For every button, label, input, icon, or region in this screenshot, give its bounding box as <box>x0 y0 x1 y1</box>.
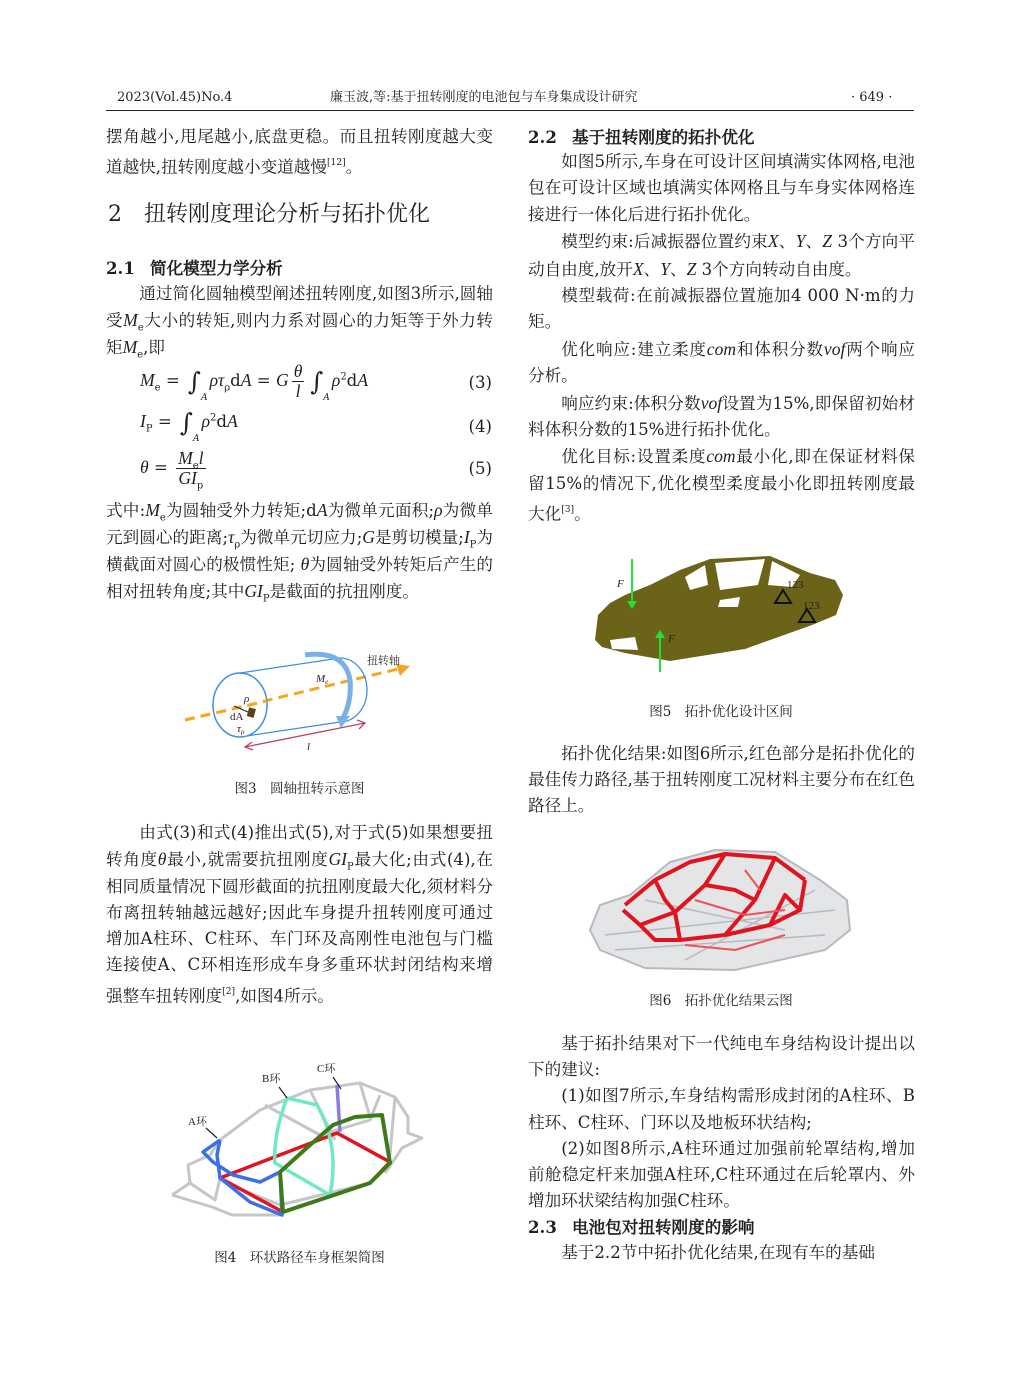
math-variable: A <box>316 500 328 520</box>
math-subscript: P <box>145 423 153 435</box>
text-run: 两个响应分析。 <box>528 339 916 386</box>
equation-body <box>140 408 238 444</box>
text-run: 基于2.2节中拓扑优化结果,在现有车的基础 <box>561 1243 875 1262</box>
text-run: 3个方向转动自由度。 <box>696 259 862 279</box>
math-symbol <box>768 232 779 251</box>
figure-6-topology-result <box>585 840 855 980</box>
text-run: 。 <box>574 504 591 524</box>
math-variable: X <box>767 231 779 252</box>
math-symbol <box>317 501 328 520</box>
subsection-heading-2-1 <box>106 255 283 281</box>
text-run: d <box>346 370 358 390</box>
math-symbol <box>227 412 238 431</box>
text-run: 为微单元到圆心的距离; <box>106 501 494 548</box>
math-subscript: e <box>154 381 161 393</box>
force-label: F <box>617 578 624 590</box>
equation-body <box>140 447 209 491</box>
subsection-title: 基于扭转刚度的拓扑优化 <box>572 127 755 147</box>
constraint-label: 123 <box>803 600 820 612</box>
text-run: = <box>251 370 276 390</box>
math-subscript: P <box>262 593 270 605</box>
figure-3-shaft-torsion <box>170 640 420 760</box>
paragraph-block <box>528 1240 915 1266</box>
integral-sign: ∫ <box>188 366 201 396</box>
text-run: 通过简化圆轴模型阐述扭转刚度,如图3所示,圆轴受 <box>106 284 493 331</box>
math-subscript: p <box>196 479 204 491</box>
math-variable: τ <box>228 527 235 548</box>
paragraph-optimization-objective <box>528 443 915 528</box>
math-symbol <box>463 527 477 551</box>
text-run: (1)如图7所示,车身结构需形成封闭的A柱环、B柱环、C柱环、门环以及地板环状结构; <box>528 1086 915 1132</box>
math-symbol <box>202 412 217 431</box>
text-run: 为圆轴受外力转矩;d <box>165 501 317 520</box>
paragraph <box>106 497 493 605</box>
math-symbol <box>294 362 303 381</box>
math-subscript: e <box>192 459 199 471</box>
math-symbol <box>796 232 806 251</box>
header-rule <box>106 110 914 111</box>
math-subscript: e <box>159 512 166 524</box>
text-run: 为圆轴受外转矩后产生的相对扭转角度;其中 <box>106 555 494 602</box>
math-symbol <box>707 340 736 359</box>
section-heading-2 <box>108 200 430 230</box>
subsection-number: 2.1 <box>106 258 135 278</box>
text-run: 设置为15%,即保留初始材料体积分数的15%进行拓扑优化。 <box>528 393 915 440</box>
math-symbol <box>362 528 375 547</box>
text-run: ,如图4所示。 <box>235 986 334 1006</box>
math-variable: GI <box>244 581 263 602</box>
math-variable: X <box>632 258 644 279</box>
force-label: F <box>668 633 675 645</box>
math-variable: com <box>706 446 736 467</box>
math-variable: GI <box>178 467 197 488</box>
math-symbol <box>140 411 153 435</box>
fraction-denominator <box>178 467 204 491</box>
integral-sign: ∫ <box>180 408 193 437</box>
subsection-title: 电池包对扭转刚度的影响 <box>572 1217 755 1237</box>
text-run: 为微单元面积; <box>327 501 435 520</box>
text-run: 如图5所示,车身在可设计区间填满实体网格,电池包在可设计区域也填满实体网格且与车身实体网格连接进行一体化后进行拓扑优化。 <box>528 152 915 224</box>
paragraph-block <box>106 281 493 361</box>
section-number: 2 <box>108 202 122 227</box>
c-ring-label: C环 <box>317 1063 336 1075</box>
math-variable: GI <box>328 849 347 870</box>
section-title: 扭转刚度理论分析与拓扑优化 <box>144 202 431 227</box>
translucent-body <box>590 850 850 970</box>
paragraph-block <box>528 1031 915 1214</box>
math-variable: M <box>145 500 160 520</box>
text-run: 、 <box>669 259 687 279</box>
b-ring-pointer <box>279 1087 287 1098</box>
citation-ref: [12] <box>327 158 346 169</box>
paragraph-block <box>106 497 493 605</box>
paragraph <box>528 149 915 228</box>
paragraph-optimization-response <box>528 336 915 390</box>
text-run: 大小的转矩,则内力系对圆心的力矩等于外力转矩 <box>106 311 493 358</box>
math-symbol <box>706 447 735 466</box>
figure-4-caption: 图4 环状路径车身框架简图 <box>214 1250 385 1266</box>
subsection-number: 2.2 <box>528 127 557 147</box>
text-run: 和体积分数 <box>736 339 824 359</box>
paragraph <box>528 741 915 819</box>
equation-number: (3) <box>468 372 492 392</box>
math-variable: ρ <box>331 369 341 390</box>
text-run: ,即 <box>143 338 166 358</box>
math-variable: ρτ <box>209 369 225 390</box>
equation-5 <box>140 447 492 491</box>
page-number: · 649 · <box>851 90 893 105</box>
tau-label: τρ <box>237 723 245 736</box>
math-symbol <box>633 260 644 279</box>
fraction-numerator <box>292 362 305 382</box>
math-variable: I <box>463 527 470 548</box>
integral-domain: A <box>200 392 208 403</box>
math-symbol <box>357 371 368 390</box>
text-run: = <box>152 412 178 431</box>
math-symbol <box>824 340 845 359</box>
constraint-label: 123 <box>787 579 804 591</box>
math-variable: M <box>178 447 193 468</box>
math-variable: θ <box>293 360 303 381</box>
fraction <box>176 447 205 491</box>
subsection-number: 2.3 <box>528 1217 557 1237</box>
math-superscript: 2 <box>210 412 217 424</box>
integral-domain: A <box>192 434 200 444</box>
math-symbol <box>140 369 161 393</box>
math-subscript: ρ <box>234 539 241 551</box>
paragraph <box>528 1031 915 1083</box>
math-variable: A <box>240 369 252 390</box>
paragraph-model-constraint <box>528 228 915 283</box>
text-run: 最大化;由式(4),在相同质量情况下圆形截面的抗扭刚度最大化,须材料分布离扭转轴越远越好;因此车身提升扭转刚度可通过增加A柱环、C柱环、车门环及高刚性电池包与门槛连接使A、C环相连形成车身多重环状封闭结构来增强整车扭转刚度 <box>106 850 493 1006</box>
subsection-heading-2-3 <box>528 1214 755 1240</box>
equation-body <box>140 362 368 403</box>
text-run: 摆角越小,甩尾越小,底盘更稳。而且扭转刚度越大变道越快,扭转刚度越小变道越慢 <box>106 127 493 177</box>
length-label: l <box>307 741 311 753</box>
math-symbol <box>178 467 204 491</box>
math-symbol <box>140 458 149 477</box>
paragraph <box>106 281 493 361</box>
math-variable: ρ <box>201 411 211 431</box>
text-run: = <box>160 370 185 390</box>
text-run: 拓扑优化结果:如图6所示,红色部分是拓扑优化的最佳传力路径,基于扭转刚度工况材料主要分布在红色路径上。 <box>528 744 915 815</box>
math-variable: Z <box>686 258 697 279</box>
math-variable: Z <box>822 231 833 252</box>
equation-4 <box>140 406 492 446</box>
equation-number: (5) <box>468 458 492 478</box>
text-run: 式中: <box>106 501 146 520</box>
math-symbol <box>145 500 166 524</box>
math-variable: vof <box>823 338 846 359</box>
math-subscript: e <box>137 349 144 361</box>
math-variable: ρ <box>434 500 443 520</box>
paragraph <box>106 820 493 1009</box>
math-variable: A <box>226 411 238 431</box>
math-symbol <box>296 382 301 401</box>
math-variable: I <box>140 411 146 431</box>
math-symbol <box>122 337 144 361</box>
text-run: 模型约束:后减振器位置约束 <box>561 232 768 252</box>
math-subscript: P <box>469 539 477 551</box>
text-run: 、 <box>778 232 796 252</box>
math-variable: M <box>123 310 138 331</box>
figure-5-design-space <box>580 545 860 675</box>
paragraph-block <box>528 149 915 528</box>
paragraph-block <box>106 820 493 1009</box>
figure-6-caption: 图6 拓扑优化结果云图 <box>649 993 793 1009</box>
equation-number: (4) <box>468 416 492 436</box>
math-symbol <box>123 310 144 334</box>
math-variable: G <box>275 369 289 390</box>
math-variable: θ <box>157 849 167 870</box>
text-run: 、 <box>805 232 823 252</box>
paragraph-continued <box>106 124 493 180</box>
math-symbol <box>434 501 442 520</box>
text-run: 由式(3)和式(4)推出式(5),对于式(5)如果想要扭转角度 <box>106 823 493 870</box>
axis-label: 扭转轴 <box>367 654 400 667</box>
figure-3-caption: 图3 圆轴扭转示意图 <box>234 781 365 797</box>
math-variable: M <box>122 337 138 358</box>
math-variable: Y <box>795 231 806 252</box>
paragraph <box>106 124 493 180</box>
a-ring-label: A环 <box>188 1116 207 1128</box>
paragraph-model-load <box>528 283 915 336</box>
a-ring-pointer <box>206 1128 217 1138</box>
running-title: 廉玉波,等:基于扭转刚度的电池包与车身集成设计研究 <box>330 90 638 105</box>
math-superscript: 2 <box>340 370 347 382</box>
math-subscript: ρ <box>224 381 231 393</box>
math-symbol <box>228 527 241 551</box>
text-run: d <box>216 412 227 431</box>
math-variable: θ <box>140 456 149 477</box>
text-run: 基于拓扑结果对下一代纯电车身结构设计提出以下的建议: <box>528 1034 915 1080</box>
text-run: 为微单元切应力; <box>240 528 363 548</box>
equation-3 <box>140 362 492 402</box>
text-run: 3个方向平动自由度,放开 <box>528 232 916 279</box>
paragraph <box>528 1240 915 1266</box>
paragraph-block <box>528 741 915 819</box>
integral-domain: A <box>323 392 330 403</box>
math-variable: l <box>198 447 204 468</box>
text-run: 是剪切模量; <box>375 528 464 548</box>
math-symbol <box>209 369 231 393</box>
text-run: 、 <box>643 259 661 279</box>
text-run: 最小化,即在保证材料保留15%的情况下,优化模型柔度最小化即扭转刚度最大化 <box>528 447 915 524</box>
math-subscript: e <box>137 322 144 334</box>
cylinder-top-edge <box>240 658 340 673</box>
math-variable: com <box>706 338 737 359</box>
math-subscript: P <box>347 861 354 873</box>
text-run: 最小,就需要抗扭刚度 <box>166 850 329 870</box>
fraction-numerator <box>176 449 205 469</box>
recommendation-2 <box>528 1136 915 1215</box>
math-symbol <box>244 581 270 605</box>
text-run: = <box>148 457 174 477</box>
text-run: d <box>230 370 241 390</box>
text-run: 模型载荷:在前减振器位置施加4 000 N·m的力矩。 <box>528 286 915 332</box>
figure-5-caption: 图5 拓扑优化设计区间 <box>649 704 793 720</box>
rho-label: ρ <box>244 693 250 705</box>
text-run: 优化目标:设置柔度 <box>561 447 707 467</box>
text-run: 响应约束:体积分数 <box>561 393 701 413</box>
math-symbol <box>687 260 697 279</box>
math-variable: l <box>295 380 301 401</box>
text-run: 。 <box>345 157 363 177</box>
math-symbol <box>241 371 252 390</box>
math-variable: vof <box>700 392 723 413</box>
integral-sign: ∫ <box>310 366 324 396</box>
math-symbol <box>701 394 722 413</box>
math-symbol <box>328 849 354 873</box>
text-run: 为横截面对圆心的极惯性矩; <box>106 528 494 575</box>
text-run: 优化响应:建立柔度 <box>561 339 707 359</box>
journal-issue: 2023(Vol.45)No.4 <box>117 90 233 105</box>
math-symbol <box>199 449 204 468</box>
citation-ref: [2] <box>222 986 236 997</box>
math-symbol <box>822 232 832 251</box>
subsection-title: 简化模型力学分析 <box>150 258 283 278</box>
citation-ref: [3] <box>561 505 575 516</box>
fraction <box>292 362 305 401</box>
text-run: (2)如图8所示,A柱环通过加强前轮罩结构,增加前舱稳定杆来加强A柱环,C柱环通过在后轮罩内、外增加环状梁结构加强C柱环。 <box>528 1138 915 1211</box>
math-variable: M <box>140 369 155 390</box>
math-symbol <box>276 371 289 390</box>
math-variable: Y <box>660 258 670 279</box>
text-run: 是截面的抗扭刚度。 <box>269 582 419 602</box>
math-symbol <box>332 371 347 390</box>
fraction-denominator <box>296 382 301 401</box>
figure-4-ring-frame <box>170 1055 440 1225</box>
da-label: dA <box>230 711 244 723</box>
math-variable: G <box>362 527 375 548</box>
b-ring-label: B环 <box>262 1073 281 1085</box>
math-variable: A <box>357 369 369 390</box>
subsection-heading-2-2 <box>528 124 755 150</box>
recommendation-1 <box>528 1083 915 1135</box>
math-symbol <box>178 447 199 471</box>
paragraph-response-constraint <box>528 390 915 444</box>
math-variable: θ <box>300 554 310 575</box>
math-symbol <box>660 260 670 279</box>
moment-label: Me <box>316 673 329 686</box>
